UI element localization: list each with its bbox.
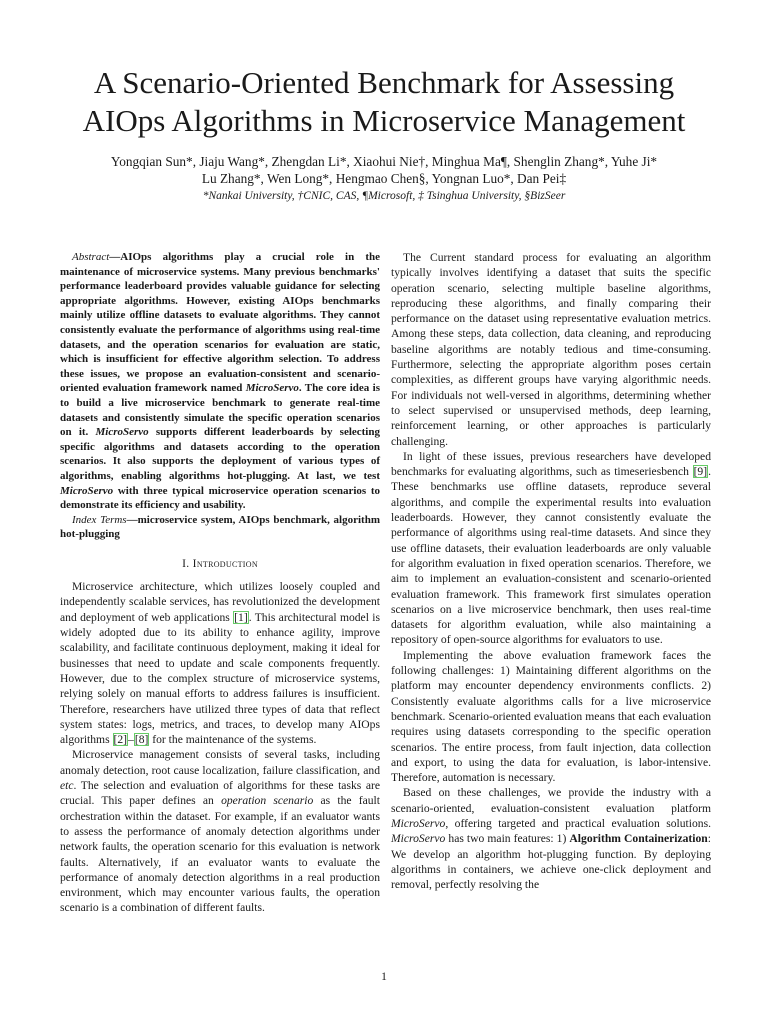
- paragraph-text: Based on these challenges, we provide the industry with a scenario-oriented, evaluation-consistent evaluation platform: [391, 786, 711, 815]
- paragraph-text: : We develop an algorithm hot-plugging function. By deploying algorithms in containers, we achieve one-click deployment and removal, perfectly resolving the: [391, 832, 711, 892]
- abstract-text: . The core idea is to build a live microservice benchmark to generate real-time datasets and consistently simulate the specific operation scenarios on it.: [60, 382, 380, 439]
- italic-text: etc: [60, 779, 74, 793]
- system-name: MicroServo: [391, 832, 446, 846]
- paragraph: [60, 747, 380, 915]
- paragraph-text: Microservice architecture, which utilizes loosely coupled and independently scalable services, has revolutionized the development and deployment of web applications: [60, 580, 380, 624]
- italic-term: operation scenario: [221, 794, 314, 808]
- paragraph-text: , offering targeted and practical evaluation solutions.: [445, 816, 711, 830]
- paragraph-text: . The selection and evaluation of algorithms for these tasks are crucial. This paper defines an: [60, 779, 380, 808]
- system-name: MicroServo: [391, 816, 446, 830]
- left-column: [60, 250, 380, 916]
- citation-separator: –: [128, 733, 134, 747]
- paragraph: [391, 785, 711, 892]
- citation-link[interactable]: [2]: [113, 733, 128, 747]
- author-list: [40, 153, 728, 187]
- bold-term: Algorithm Containerization: [569, 832, 708, 846]
- paragraph: [391, 449, 711, 648]
- citation-link[interactable]: [9]: [693, 465, 708, 479]
- citation-link[interactable]: [8]: [134, 733, 149, 747]
- citation-link[interactable]: [1]: [234, 610, 248, 624]
- title-line-2: AIOps Algorithms in Microservice Management: [82, 103, 686, 138]
- title-line-1: A Scenario-Oriented Benchmark for Assessing: [93, 65, 675, 100]
- paragraph-text: . This architectural model is widely adopted due to its ability to enhance agility, improve scalability, and facilitate continuous deployment, making it ideal for businesses that need to update and scale components frequently. However, due to the complex structure of microservice systems, relying solely on manual efforts to address failures is insufficient. Therefore, researchers have utilized three types of data that reflect system states: logs, metrics, and traces, to develop many AIOps algorithms: [60, 610, 380, 747]
- right-column: [391, 250, 711, 892]
- section-heading: [60, 556, 380, 571]
- abstract-text: supports different leaderboards by selecting specific algorithms and datasets according to the operation scenarios. It also supports the deployment of various types of algorithms, enabling algorithms hot-plugging. At last, we test: [60, 426, 380, 482]
- paper-title: [40, 64, 728, 140]
- index-terms-text: microservice system, AIOps benchmark, algorithm hot-plugging: [60, 513, 380, 541]
- abstract-text: AIOps algorithms play a crucial role in the maintenance of microservice systems. Many previous benchmarks' performance leaderboard provides valuable guidance for selecting appropriate algorithms. However, existing AIOps benchmarks mainly utilize offline datasets to evaluate algorithms. They cannot consistently evaluate the performance of algorithms using real-time datasets, and the operation scenarios for evaluation are static, which is insufficient for effective algorithm selection. To address these issues, we propose an evaluation-consistent and scenario-oriented evaluation framework named: [60, 251, 380, 395]
- index-terms-dash: —: [126, 513, 138, 526]
- abstract: [60, 250, 380, 513]
- abstract-text: with three typical microservice operation scenarios to demonstrate its efficiency and usability.: [60, 484, 380, 512]
- authors-line-2: Lu Zhang*, Wen Long*, Hengmao Chen§, Yongnan Luo*, Dan Pei‡: [201, 171, 567, 186]
- authors-line-1: Yongqian Sun*, Jiaju Wang*, Zhengdan Li*, Xiaohui Nie†, Minghua Ma¶, Shenglin Zhang*, Yuhe Ji*: [110, 154, 658, 169]
- paragraph: [60, 579, 380, 747]
- paragraph-text: for the maintenance of the systems.: [149, 733, 317, 747]
- abstract-dash: —: [109, 251, 121, 263]
- paragraph: The Current standard process for evaluating an algorithm typically involves identifying a dataset that suits the specific operation scenario, selecting multiple baseline algorithms, reproducing these algorithms, and finally comparing their performance on the dataset using representative evaluation metrics. Among these steps, data collection, data cleaning, and reproducing baseline algorithms are notably tedious and time-consuming. Furthermore, selecting the appropriate algorithm poses certain complexities, as different groups have varying algorithmic needs. For individuals not well-versed in algorithms, determining whether to select supervised or unsupervised methods, deep learning, reinforcement learning, or other approaches is particularly challenging.: [391, 251, 711, 448]
- system-name: MicroServo: [245, 382, 299, 395]
- section-numeral: I.: [182, 556, 190, 570]
- index-terms-label: Index Terms: [72, 513, 127, 526]
- index-terms: [60, 513, 380, 542]
- system-name: MicroServo: [95, 426, 149, 439]
- paragraph-text: has two main features: 1): [445, 832, 570, 846]
- paragraph-text: In light of these issues, previous researchers have developed benchmarks for evaluating algorithms, such as timeseriesbench: [391, 449, 711, 479]
- abstract-label: Abstract: [72, 251, 110, 263]
- paragraph-text: as the fault orchestration within the dataset. For example, if an evaluator wants to assess the performance of anomaly detection algorithms under network faults, the operation scenario for this evaluation is network faults. Alternatively, if an evaluator wants to evaluate the performance of anomaly detection algorithms in a real production environment, which may encounter various faults, the operation scenario is a combination of different faults.: [60, 794, 380, 915]
- paragraph: Implementing the above evaluation framework faces the following challenges: 1) Maintaining different algorithms on the platform may encounter dependency environments conflicts. 2) Consistently evaluate algorithms calls for a live microservice benchmark. Scenario-oriented evaluation means that each evaluation requires using datasets corresponding to the specific operation scenarios. The entire process, from fault injection, data collection and export, to using the data for evaluation, is labor-intensive. Therefore, automation is necessary.: [391, 648, 711, 785]
- system-name: MicroServo: [60, 484, 114, 497]
- paragraph-text: . These benchmarks use offline datasets, reproduce several algorithms, and compile the experimental results into evaluation leaderboards. However, they cannot consistently evaluate the performance of algorithms using real-time datasets. And since they use offline datasets, their evaluation leaderboards are only valuable for algorithm evaluation in fixed operation scenarios. Therefore, we aim to implement an evaluation-consistent and scenario-oriented evaluation framework. This framework first simulates operation scenarios on a live microservice benchmark, then uses real-time datasets for algorithm evaluation, while also maintaining a repository of open-source algorithms for evaluators to use.: [391, 465, 711, 647]
- paragraph-text: Microservice management consists of several tasks, including anomaly detection, root cause localization, failure classification, and: [60, 748, 380, 777]
- section-title: Introduction: [192, 556, 258, 570]
- affiliations: *Nankai University, †CNIC, CAS, ¶Microsoft, ‡ Tsinghua University, §BizSeer: [202, 190, 566, 202]
- page-number: 1: [381, 971, 387, 983]
